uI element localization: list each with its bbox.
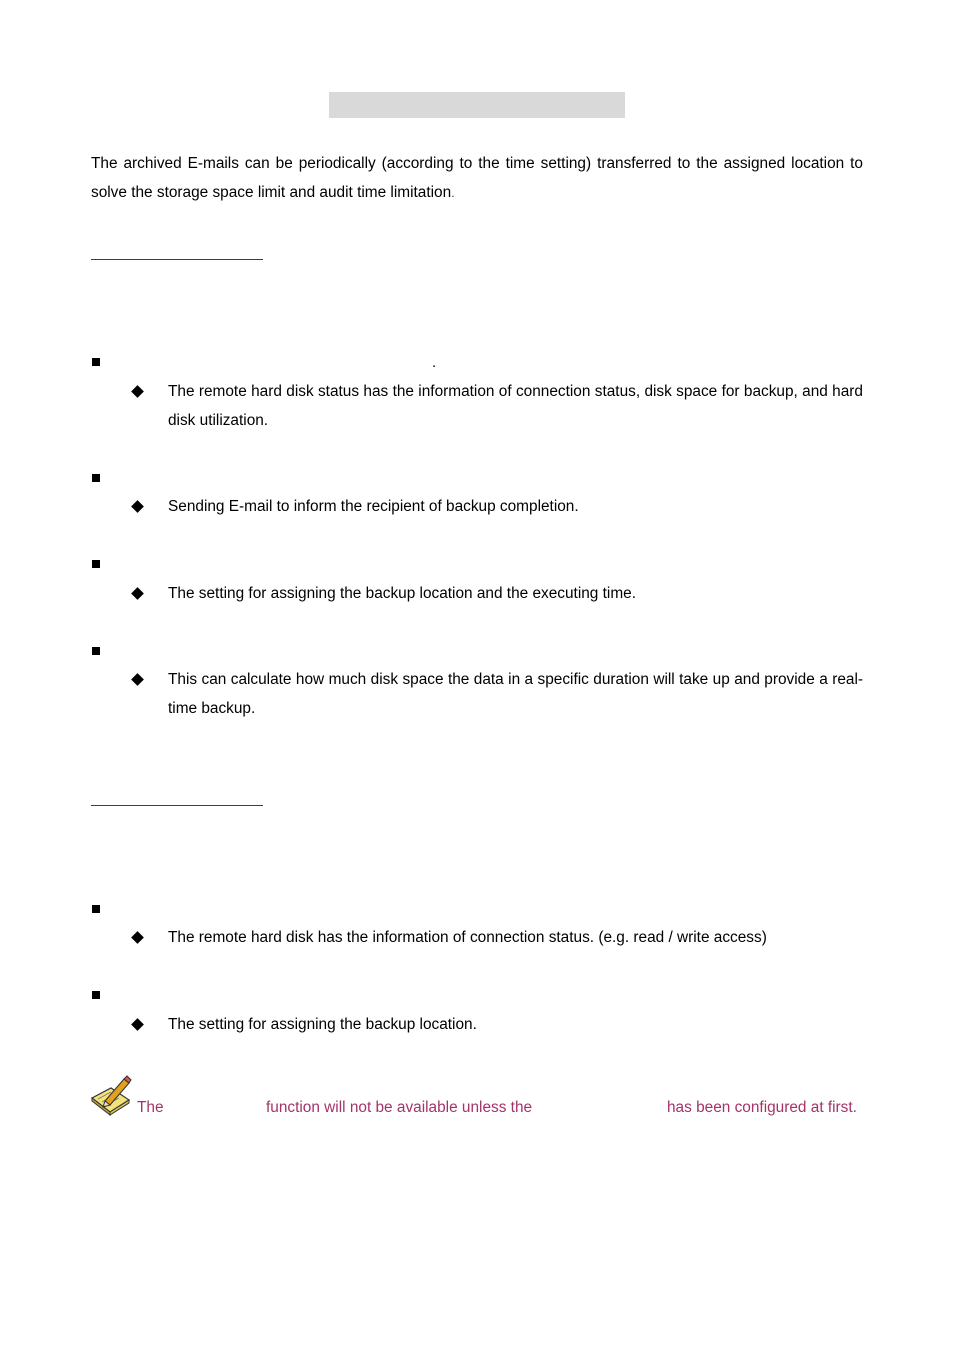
note-text-3: has been configured at first. bbox=[667, 1099, 857, 1116]
section2-link[interactable] bbox=[91, 805, 263, 806]
bullet-period: . bbox=[432, 354, 437, 371]
bullet-square bbox=[92, 474, 100, 482]
intro-period: . bbox=[451, 185, 455, 200]
bullet-diamond bbox=[131, 385, 144, 398]
bullet-diamond bbox=[131, 500, 144, 513]
bullet-square bbox=[92, 905, 100, 913]
bullet-diamond bbox=[131, 587, 144, 600]
list-item: The remote hard disk status has the information of connection status, disk space for backup, and hard disk utilization. bbox=[168, 383, 863, 429]
bullet-diamond bbox=[131, 1018, 144, 1031]
note-text-2: function will not be available unless the bbox=[266, 1099, 533, 1116]
list-item: This can calculate how much disk space the data in a specific duration will take up and provide a real-time backup. bbox=[168, 671, 863, 717]
intro-text: The archived E-mails can be periodically (according to the time setting) transferred to the assigned location to solve the storage space limit and audit time limitation bbox=[91, 155, 863, 201]
list-item: The remote hard disk has the information of connection status. (e.g. read / write access) bbox=[168, 929, 767, 946]
note-pencil-icon bbox=[89, 1074, 133, 1116]
bullet-square bbox=[92, 991, 100, 999]
bullet-diamond bbox=[131, 673, 144, 686]
section1-link[interactable] bbox=[91, 259, 263, 260]
bullet-square bbox=[92, 647, 100, 655]
list-item: The setting for assigning the backup location. bbox=[168, 1016, 477, 1033]
bullet-square bbox=[92, 358, 100, 366]
list-item: Sending E-mail to inform the recipient of backup completion. bbox=[168, 498, 579, 515]
section-title-bar bbox=[329, 92, 625, 118]
note-text-1: The bbox=[137, 1099, 164, 1116]
intro-paragraph bbox=[91, 149, 863, 207]
bullet-square bbox=[92, 560, 100, 568]
list-item: The setting for assigning the backup location and the executing time. bbox=[168, 585, 636, 602]
bullet-diamond bbox=[131, 931, 144, 944]
